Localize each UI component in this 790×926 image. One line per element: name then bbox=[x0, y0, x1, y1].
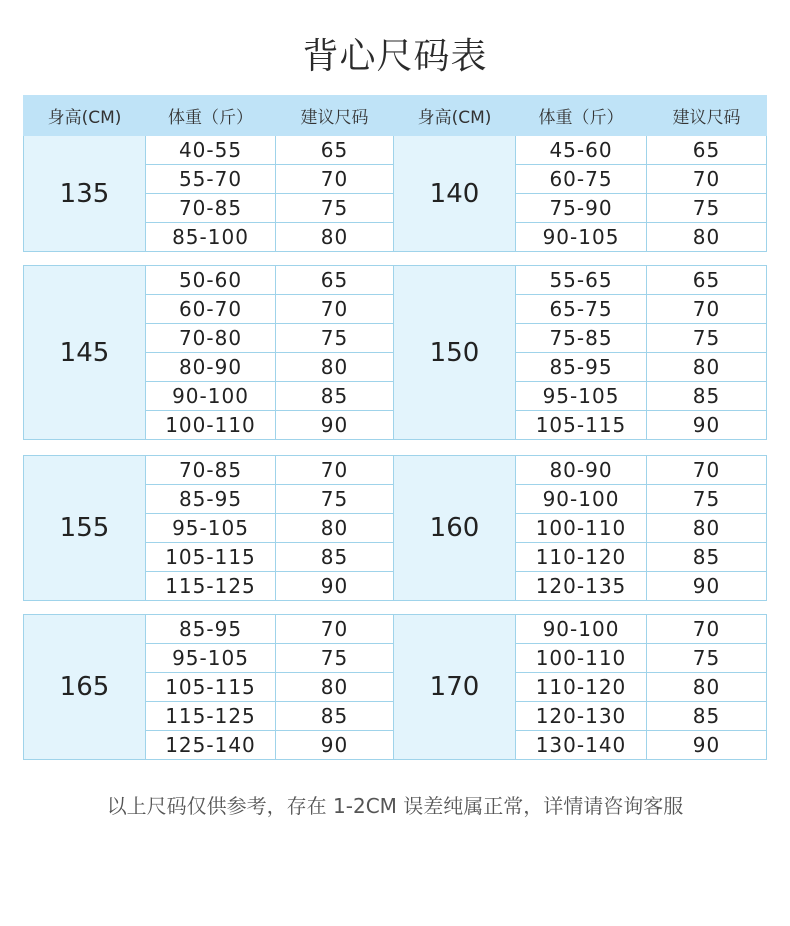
column-header: 建议尺码 bbox=[276, 96, 394, 136]
weight-cell: 75-85 bbox=[516, 324, 647, 353]
height-cell: 155 bbox=[24, 456, 146, 601]
table-row bbox=[24, 266, 767, 295]
size-cell: 75 bbox=[276, 485, 394, 514]
size-cell: 75 bbox=[647, 324, 767, 353]
height-cell: 165 bbox=[24, 615, 146, 760]
weight-cell: 45-60 bbox=[516, 136, 647, 165]
size-cell: 85 bbox=[647, 382, 767, 411]
table-row bbox=[24, 456, 767, 485]
weight-cell: 80-90 bbox=[516, 456, 647, 485]
height-cell: 135 bbox=[24, 136, 146, 252]
weight-cell: 125-140 bbox=[146, 731, 276, 760]
weight-cell: 90-100 bbox=[516, 615, 647, 644]
size-cell: 75 bbox=[647, 644, 767, 673]
weight-cell: 75-90 bbox=[516, 194, 647, 223]
size-cell: 85 bbox=[276, 543, 394, 572]
page-title: 背心尺码表 bbox=[302, 36, 488, 77]
weight-cell: 90-100 bbox=[146, 382, 276, 411]
column-header: 体重（斤） bbox=[146, 96, 276, 136]
weight-cell: 85-95 bbox=[146, 615, 276, 644]
height-cell: 170 bbox=[394, 615, 516, 760]
weight-cell: 100-110 bbox=[516, 644, 647, 673]
weight-cell: 115-125 bbox=[146, 572, 276, 601]
size-table-3 bbox=[23, 455, 767, 601]
weight-cell: 95-105 bbox=[146, 514, 276, 543]
table-row bbox=[24, 615, 767, 644]
weight-cell: 90-100 bbox=[516, 485, 647, 514]
column-header: 身高(CM) bbox=[24, 96, 146, 136]
size-cell: 90 bbox=[647, 411, 767, 440]
weight-cell: 65-75 bbox=[516, 295, 647, 324]
weight-cell: 120-135 bbox=[516, 572, 647, 601]
weight-cell: 120-130 bbox=[516, 702, 647, 731]
weight-cell: 60-70 bbox=[146, 295, 276, 324]
size-cell: 80 bbox=[647, 514, 767, 543]
header-row bbox=[24, 96, 767, 136]
size-cell: 80 bbox=[276, 514, 394, 543]
weight-cell: 95-105 bbox=[516, 382, 647, 411]
weight-cell: 50-60 bbox=[146, 266, 276, 295]
weight-cell: 85-95 bbox=[146, 485, 276, 514]
size-cell: 70 bbox=[647, 165, 767, 194]
size-cell: 65 bbox=[647, 136, 767, 165]
size-table-1 bbox=[23, 95, 767, 252]
size-cell: 75 bbox=[647, 485, 767, 514]
size-cell: 65 bbox=[276, 266, 394, 295]
footnote: 以上尺码仅供参考，存在 1-2CM 误差纯属正常，详情请咨询客服 bbox=[106, 794, 684, 818]
size-cell: 90 bbox=[647, 572, 767, 601]
size-cell: 70 bbox=[647, 456, 767, 485]
height-cell: 150 bbox=[394, 266, 516, 440]
size-cell: 70 bbox=[276, 165, 394, 194]
weight-cell: 100-110 bbox=[516, 514, 647, 543]
size-cell: 85 bbox=[276, 382, 394, 411]
weight-cell: 60-75 bbox=[516, 165, 647, 194]
size-cell: 70 bbox=[647, 295, 767, 324]
size-cell: 90 bbox=[276, 572, 394, 601]
weight-cell: 70-85 bbox=[146, 194, 276, 223]
weight-cell: 105-115 bbox=[516, 411, 647, 440]
column-header: 体重（斤） bbox=[516, 96, 647, 136]
size-cell: 75 bbox=[647, 194, 767, 223]
weight-cell: 95-105 bbox=[146, 644, 276, 673]
size-cell: 75 bbox=[276, 644, 394, 673]
size-table-2 bbox=[23, 265, 767, 440]
weight-cell: 40-55 bbox=[146, 136, 276, 165]
size-cell: 90 bbox=[276, 731, 394, 760]
weight-cell: 115-125 bbox=[146, 702, 276, 731]
weight-cell: 85-95 bbox=[516, 353, 647, 382]
size-cell: 85 bbox=[276, 702, 394, 731]
weight-cell: 70-80 bbox=[146, 324, 276, 353]
size-cell: 80 bbox=[647, 673, 767, 702]
size-cell: 80 bbox=[647, 353, 767, 382]
weight-cell: 100-110 bbox=[146, 411, 276, 440]
size-cell: 90 bbox=[647, 731, 767, 760]
size-cell: 70 bbox=[276, 615, 394, 644]
weight-cell: 130-140 bbox=[516, 731, 647, 760]
weight-cell: 105-115 bbox=[146, 673, 276, 702]
height-cell: 140 bbox=[394, 136, 516, 252]
weight-cell: 110-120 bbox=[516, 543, 647, 572]
size-cell: 70 bbox=[647, 615, 767, 644]
size-cell: 65 bbox=[647, 266, 767, 295]
table-row bbox=[24, 136, 767, 165]
column-header: 身高(CM) bbox=[394, 96, 516, 136]
weight-cell: 90-105 bbox=[516, 223, 647, 252]
weight-cell: 55-70 bbox=[146, 165, 276, 194]
size-cell: 70 bbox=[276, 295, 394, 324]
height-cell: 160 bbox=[394, 456, 516, 601]
height-cell: 145 bbox=[24, 266, 146, 440]
size-cell: 85 bbox=[647, 543, 767, 572]
size-table-4 bbox=[23, 614, 767, 760]
weight-cell: 105-115 bbox=[146, 543, 276, 572]
weight-cell: 85-100 bbox=[146, 223, 276, 252]
weight-cell: 80-90 bbox=[146, 353, 276, 382]
weight-cell: 55-65 bbox=[516, 266, 647, 295]
size-cell: 80 bbox=[647, 223, 767, 252]
size-cell: 80 bbox=[276, 673, 394, 702]
weight-cell: 70-85 bbox=[146, 456, 276, 485]
size-cell: 65 bbox=[276, 136, 394, 165]
weight-cell: 110-120 bbox=[516, 673, 647, 702]
size-cell: 75 bbox=[276, 324, 394, 353]
size-cell: 75 bbox=[276, 194, 394, 223]
size-cell: 80 bbox=[276, 223, 394, 252]
size-cell: 70 bbox=[276, 456, 394, 485]
size-cell: 80 bbox=[276, 353, 394, 382]
size-cell: 90 bbox=[276, 411, 394, 440]
column-header: 建议尺码 bbox=[647, 96, 767, 136]
size-cell: 85 bbox=[647, 702, 767, 731]
